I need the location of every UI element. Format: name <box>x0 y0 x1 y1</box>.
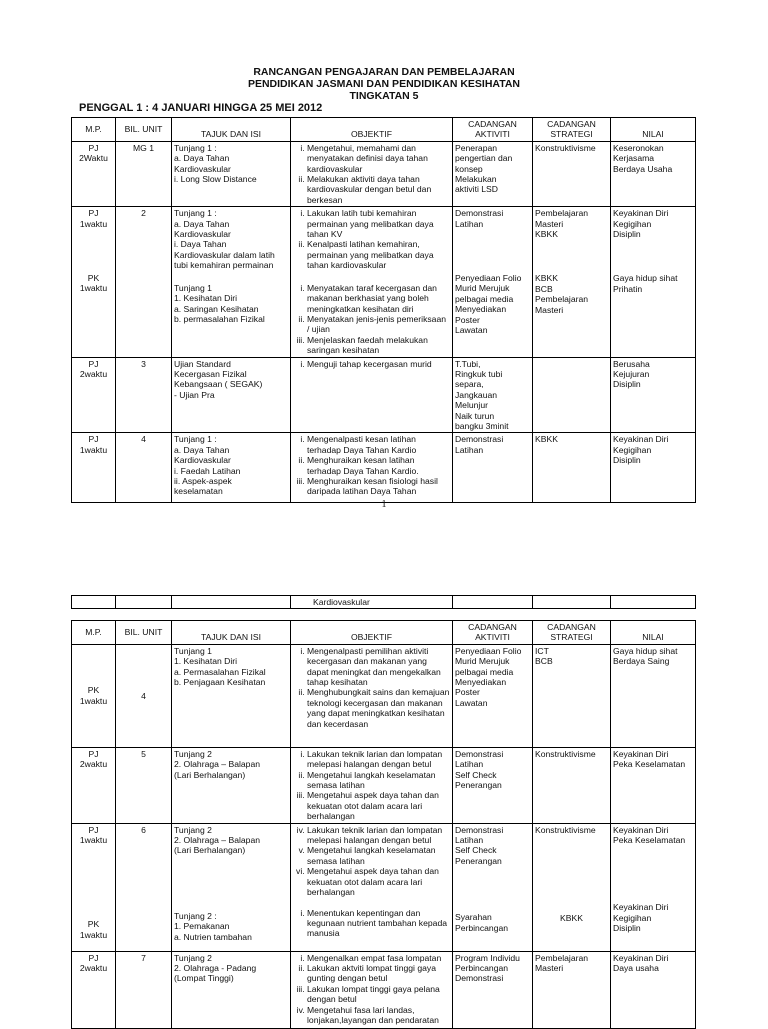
continuation-row-table <box>71 595 696 609</box>
strategi-cell: Konstruktivisme <box>535 824 596 835</box>
objektif-item: i. Menguji tahap kecergasan murid <box>307 359 450 369</box>
table-row <box>72 951 696 1028</box>
aktiviti-cell: Demonstrasi Latihan Self Check Penerangan <box>455 748 504 791</box>
objektif-list <box>293 825 450 898</box>
aktiviti-cell: Syarahan Perbincangan <box>455 912 509 933</box>
aktiviti-cell: Program Individu Perbincangan Demonstrasi <box>455 952 520 984</box>
form-level: TINGKATAN 5 <box>349 90 419 102</box>
aktiviti-cell: T.Tubi, Ringkuk tubi separa, Jangkauan Melunjur Naik turun bangku 3minit <box>455 358 509 431</box>
col-header-mp: M.P. <box>72 118 116 142</box>
col-header-bil: BIL. UNIT <box>116 118 172 142</box>
col-header-strategi: CADANGAN STRATEGI <box>533 118 611 142</box>
objektif-list <box>293 953 450 1026</box>
strategi-cell: Pembelajaran Masteri <box>535 952 589 974</box>
nilai-cell: Gaya hidup sihat Berdaya Saing <box>613 645 678 667</box>
col-header-aktiviti: CADANGAN AKTIVITI <box>453 118 533 142</box>
col-header-tajuk: TAJUK DAN ISI <box>172 118 291 142</box>
subject-title: PENDIDIKAN JASMANI DAN PENDIDIKAN KESIHATAN <box>247 78 521 90</box>
tajuk-cell: Tunjang 1 1. Kesihatan Diri a. Saringan Kesihatan b. permasalahan Fizikal <box>174 282 265 324</box>
objektif-item: ii. Menghuraikan kesan latihan terhadap Daya Tahan Kardio. <box>307 455 450 476</box>
table-row <box>72 823 696 951</box>
nilai-cell: Berusaha Kejujuran Disiplin <box>613 358 650 390</box>
bil-cell: 3 <box>141 358 146 369</box>
mp-cell: PJ 1waktu <box>79 434 108 455</box>
nilai-cell: Keyakinan Diri Kegigihan Disiplin <box>613 434 669 466</box>
table-row <box>72 644 696 747</box>
table-row <box>72 141 696 206</box>
mp-cell: PJ 2waktu <box>79 952 108 974</box>
col-header-nilai: NILAI <box>611 118 696 142</box>
col-header-objektif: OBJEKTIF <box>291 621 453 645</box>
bil-cell: 2 <box>141 208 146 219</box>
objektif-item: i. Mengenalpasti pemilihan aktiviti kecergasan dan makanan yang dapat meningkat dan mengekalkan tahap kesihatan <box>307 646 450 688</box>
objektif-item: i. Menentukan kepentingan dan kegunaan nutrient tambahan kepada manusia <box>307 908 450 939</box>
col-header-aktiviti: CADANGAN AKTIVITI <box>453 621 533 645</box>
objektif-item: iv. Lakukan teknik larian dan lompatan melepasi halangan dengan betul <box>307 825 450 846</box>
nilai-cell: Keyakinan Diri Peka Keselamatan <box>613 748 686 770</box>
objektif-item: i. Lakukan latih tubi kemahiran permainan yang melibatkan daya tahan KV <box>307 208 450 239</box>
col-header-strategi: CADANGAN STRATEGI <box>533 621 611 645</box>
objektif-item: iii. Menghuraikan kesan fisiologi hasil daripada latihan Daya Tahan <box>307 476 450 497</box>
term-period: PENGGAL 1 : 4 JANUARI HINGGA 25 MEI 2012 <box>79 102 323 114</box>
bil-cell: 4 <box>141 690 146 701</box>
aktiviti-cell: Penyediaan Folio Murid Merujuk pelbagai media Menyediakan Poster Lawatan <box>455 645 522 708</box>
tajuk-cell: Tunjang 2 2. Olahraga – Balapan (Lari Berhalangan) <box>174 824 261 856</box>
objektif-list <box>293 749 450 822</box>
objektif-item: i. Mengetahui, memahami dan menyatakan definisi daya tahan kardiovaskular <box>307 143 450 174</box>
mp-cell: PJ 2waktu <box>79 748 108 770</box>
tajuk-cell: Tunjang 2 2. Olahraga – Balapan (Lari Berhalangan) <box>174 748 261 780</box>
table-row <box>72 357 696 433</box>
strategi-cell: Konstruktivisme <box>535 142 596 153</box>
mp-cell: PJ 1waktu <box>79 208 108 229</box>
col-header-bil: BIL. UNIT <box>116 621 172 645</box>
objektif-item: ii. Mengetahui langkah keselamatan semasa latihan <box>307 770 450 791</box>
strategi-cell: KBKK <box>560 913 583 924</box>
strategi-cell: Pembelajaran Masteri KBKK <box>535 208 589 240</box>
objektif-list <box>293 208 450 270</box>
document-title: RANCANGAN PENGAJARAN DAN PEMBELAJARAN <box>253 66 515 78</box>
mp-cell: PJ 1waktu <box>79 824 108 846</box>
bil-cell: 7 <box>141 952 146 963</box>
bil-cell: MG 1 <box>132 142 154 153</box>
aktiviti-cell: Demonstrasi Latihan <box>455 434 504 455</box>
objektif-item: ii. Melakukan aktiviti daya tahan kardiovaskular dengan betul dan berkesan <box>307 174 450 205</box>
objektif-item: i. Menyatakan taraf kecergasan dan makanan berkhasiat yang boleh meningkatkan kesihatan diri <box>307 283 450 314</box>
objektif-item: ii. Kenalpasti latihan kemahiran, permainan yang melibatkan daya tahan kardiovaskular <box>307 239 450 270</box>
mp-cell: PK 1waktu <box>79 919 108 940</box>
nilai-cell: Keyakinan Diri Kegigihan Disiplin <box>613 902 669 934</box>
objektif-list <box>293 646 450 729</box>
mp-cell: PJ 2waktu <box>79 358 108 379</box>
tajuk-cell: Tunjang 2 2. Olahraga - Padang (Lompat Tinggi) <box>174 952 257 984</box>
strategi-cell: KBKK BCB Pembelajaran Masteri <box>535 273 589 315</box>
strategi-cell: Konstruktivisme <box>535 748 596 759</box>
strategi-cell: KBKK <box>535 434 558 445</box>
tajuk-cell: Tunjang 2 : 1. Pemakanan a. Nutrien tambahan <box>174 910 252 942</box>
objektif-item: iii. Mengetahui aspek daya tahan dan kekuatan otot dalam acara lari berhalangan <box>307 790 450 821</box>
objektif-item: i. Mengenalpasti kesan latihan terhadap Daya Tahan Kardio <box>307 434 450 455</box>
mp-cell: PJ 2Waktu <box>79 142 108 164</box>
nilai-cell: Keseronokan Kerjasama Berdaya Usaha <box>613 142 673 174</box>
tajuk-cell: Ujian Standard Kecergasan Fizikal Kebangsaan ( SEGAK) - Ujian Pra <box>174 358 263 400</box>
objektif-item: iii. Menjelaskan faedah melakukan saringan kesihatan <box>307 335 450 356</box>
tajuk-cell: Tunjang 1 1. Kesihatan Diri a. Permasalahan Fizikal b. Penjagaan Kesihatan <box>174 645 266 688</box>
objektif-item: ii. Lakukan aktviti lompat tinggi gaya gunting dengan betul <box>307 963 450 984</box>
col-header-mp: M.P. <box>72 621 116 645</box>
col-header-objektif: OBJEKTIF <box>291 118 453 142</box>
objektif-item: i. Mengenalkan empat fasa lompatan <box>307 953 450 963</box>
page-number: 1 <box>381 499 387 510</box>
objektif-item: iii. Lakukan lompat tinggi gaya pelana dengan betul <box>307 984 450 1005</box>
lesson-plan-table-page2 <box>71 620 696 1029</box>
nilai-cell: Keyakinan Diri Kegigihan Disiplin <box>613 208 669 240</box>
bil-cell: 4 <box>141 434 146 445</box>
tajuk-cell: Tunjang 1 : a. Daya Tahan Kardiovaskular i. Daya Tahan Kardiovaskular dalam latih tubi kemahiran permainan <box>174 208 275 271</box>
col-header-tajuk: TAJUK DAN ISI <box>172 621 291 645</box>
continuation-text: Kardiovaskular <box>313 597 370 607</box>
aktiviti-cell: Penyediaan Folio Murid Merujuk pelbagai media Menyediakan Poster Lawatan <box>455 273 522 336</box>
mp-cell: PK 1waktu <box>79 685 108 706</box>
bil-cell: 5 <box>141 748 146 759</box>
objektif-item: vi. Mengetahui aspek daya tahan dan kekuatan otot dalam acara lari berhalangan <box>307 866 450 897</box>
objektif-list <box>293 359 450 369</box>
tajuk-cell: Tunjang 1 : a. Daya Tahan Kardiovaskular i. Long Slow Distance <box>174 142 257 185</box>
nilai-cell: Keyakinan Diri Daya usaha <box>613 952 669 974</box>
objektif-list <box>293 908 450 939</box>
aktiviti-cell: Demonstrasi Latihan <box>455 208 504 229</box>
table-header-row <box>72 621 696 645</box>
mp-cell: PK 1waktu <box>79 273 108 294</box>
col-header-nilai: NILAI <box>611 621 696 645</box>
table-header-row <box>72 118 696 142</box>
aktiviti-cell: Penerapan pengertian dan konsep Melakukan aktiviti LSD <box>455 142 513 195</box>
nilai-cell: Gaya hidup sihat Prihatin <box>613 273 678 294</box>
bil-cell: 6 <box>141 824 146 835</box>
table-row <box>72 747 696 823</box>
continuation-row <box>72 596 696 609</box>
strategi-cell: ICT BCB <box>535 645 553 667</box>
objektif-item: i. Lakukan teknik larian dan lompatan melepasi halangan dengan betul <box>307 749 450 770</box>
objektif-list <box>293 143 450 205</box>
lesson-plan-table-page1 <box>71 117 696 503</box>
aktiviti-cell: Demonstrasi Latihan Self Check Penerangan <box>455 824 504 866</box>
objektif-list <box>293 434 450 496</box>
objektif-item: ii. Menyatakan jenis-jenis pemeriksaan / ujian <box>307 314 450 335</box>
objektif-item: ii. Menghubungkait sains dan kemajuan teknologi kecergasan dan makanan yang dapat meningkatkan kesihatan dan kecerdasan <box>307 687 450 729</box>
table-row <box>72 433 696 503</box>
objektif-list <box>293 283 450 356</box>
nilai-cell: Keyakinan Diri Peka Keselamatan <box>613 824 686 846</box>
objektif-item: v. Mengetahui langkah keselamatan semasa latihan <box>307 845 450 866</box>
tajuk-cell: Tunjang 1 : a. Daya Tahan Kardiovaskular i. Faedah Latihan ii. Aspek-aspek keselamatan <box>174 434 241 497</box>
table-row <box>72 207 696 357</box>
objektif-item: iv. Mengetahui fasa lari landas, lonjakan,layangan dan pendaratan <box>307 1005 450 1026</box>
